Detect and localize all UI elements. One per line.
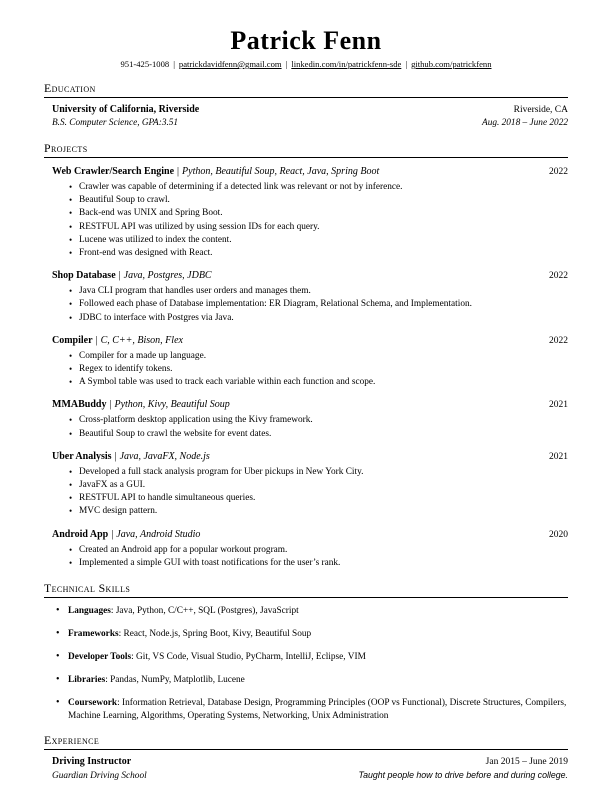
skill-item — [56, 674, 568, 687]
project-entry — [52, 450, 568, 519]
project-bullet: • JavaFX as a GUI. — [69, 479, 568, 492]
project-year: 2022 — [549, 271, 568, 282]
project-bullet: • RESTFUL API to handle simultaneous queries. — [69, 492, 568, 505]
project-bullets — [52, 414, 568, 440]
project-bullets — [52, 285, 568, 325]
github-link[interactable]: github.com/patrickfenn — [411, 59, 492, 69]
project-name: Uber Analysis — [52, 450, 112, 462]
project-bullet: • A Symbol table was used to track each variable within each function and scope. — [69, 376, 568, 389]
project-name: Web Crawler/Search Engine — [52, 166, 175, 177]
project-year: 2021 — [549, 400, 568, 411]
project-tech: Python, Kivy, Beautiful Soup — [114, 399, 230, 411]
resume-header — [44, 27, 568, 70]
project-name: MMABuddy — [52, 399, 107, 411]
project-bullets — [52, 544, 568, 570]
education-dates: Aug. 2018 – June 2022 — [482, 118, 568, 128]
section-skills — [44, 581, 568, 722]
education-entry — [52, 103, 568, 130]
project-title — [52, 528, 200, 541]
project-bullet: • Beautiful Soup to crawl. — [69, 194, 568, 207]
project-bullet: • Java CLI program that handles user orders and manages them. — [69, 285, 568, 298]
skill-value: React, Node.js, Spring Boot, Kivy, Beautiful Soup — [123, 629, 312, 640]
section-education — [44, 81, 568, 130]
project-title — [52, 165, 379, 178]
project-year: 2020 — [549, 529, 568, 540]
job-title: Driving Instructor — [52, 756, 132, 768]
skill-separator: : — [117, 698, 122, 709]
project-bullet: • Implemented a simple GUI with toast notifications for the user’s rank. — [69, 557, 568, 570]
project-bullets — [52, 466, 568, 519]
skill-separator: : — [131, 652, 137, 663]
project-bullet: • Front-end was designed with React. — [69, 247, 568, 260]
projects-list — [44, 165, 568, 570]
project-title — [52, 269, 212, 282]
skill-separator: : — [105, 675, 111, 686]
email-link[interactable]: patrickdavidfenn@gmail.com — [178, 59, 282, 69]
pipe-separator: | — [114, 450, 117, 462]
school-location: Riverside, CA — [513, 105, 568, 115]
project-tech: Java, JavaFX, Node.js — [119, 450, 210, 462]
projects-heading: Projects — [44, 141, 568, 158]
project-bullet: • Cross-platform desktop application using the Kivy framework. — [69, 414, 568, 427]
section-experience — [44, 733, 568, 783]
project-entry — [52, 398, 568, 440]
skill-label: Coursework — [68, 698, 118, 709]
education-heading: Education — [44, 81, 568, 98]
contact-separator: | — [173, 59, 175, 69]
skill-label: Developer Tools — [68, 652, 132, 663]
skill-label: Frameworks — [68, 629, 119, 640]
project-bullet: • Beautiful Soup to crawl the website for event dates. — [69, 428, 568, 441]
project-entry — [52, 269, 568, 325]
project-bullet: • Compiler for a made up language. — [69, 350, 568, 363]
project-name: Shop Database — [52, 270, 116, 282]
contact-line — [44, 59, 568, 70]
project-bullet: • Regex to identify tokens. — [69, 363, 568, 376]
skills-heading: Technical Skills — [44, 581, 568, 598]
project-bullet: • RESTFUL API was utilized by using session IDs for each query. — [69, 221, 568, 234]
project-bullet: • MVC design pattern. — [69, 505, 568, 518]
project-year: 2021 — [549, 451, 568, 462]
project-title — [52, 450, 210, 463]
project-entry — [52, 528, 568, 570]
pipe-separator: | — [118, 270, 121, 282]
skill-item — [56, 697, 568, 722]
project-bullets — [52, 350, 568, 390]
contact-separator: | — [285, 59, 288, 69]
person-name: Patrick Fenn — [230, 26, 382, 55]
project-bullet: • Back-end was UNIX and Spring Boot. — [69, 207, 568, 220]
project-entry — [52, 165, 568, 260]
skills-list — [44, 605, 568, 722]
project-bullet: • Crawler was capable of determining if a detected link was relevant or not by inference. — [69, 181, 568, 194]
project-title — [52, 398, 230, 411]
section-projects — [44, 141, 568, 570]
project-tech: Python, Beautiful Soup, React, Java, Spring Boot — [182, 166, 380, 177]
pipe-separator: | — [177, 166, 180, 177]
school-name: University of California, Riverside — [52, 104, 200, 115]
project-bullet: • JDBC to interface with Postgres via Java. — [69, 312, 568, 325]
phone-number: 951-425-1008 — [120, 59, 170, 69]
project-year: 2022 — [549, 335, 568, 346]
project-bullets — [52, 181, 568, 260]
project-name: Compiler — [52, 334, 93, 346]
project-bullet: • Lucene was utilized to index the content. — [69, 234, 568, 247]
skill-value: Information Retrieval, Database Design, Programming Principles (OOP vs Functional), Discrete Structures, Compilers, Machine Learning, Algorithms, Operating Systems, Networking, Unix Administration — [68, 698, 567, 721]
skill-label: Libraries — [68, 675, 106, 686]
skill-item — [56, 605, 568, 618]
pipe-separator: | — [111, 528, 114, 540]
project-entry — [52, 334, 568, 390]
experience-heading: Experience — [44, 733, 568, 750]
degree-text: B.S. Computer Science, GPA:3.51 — [52, 118, 179, 128]
project-bullet: • Developed a full stack analysis program for Uber pickups in New York City. — [69, 466, 568, 479]
project-name: Android App — [52, 528, 109, 540]
project-tech: Java, Android Studio — [116, 528, 201, 540]
project-year: 2022 — [549, 167, 568, 177]
project-title — [52, 334, 183, 347]
linkedin-link[interactable]: linkedin.com/in/patrickfenn-sde — [291, 59, 402, 69]
skill-separator: : — [110, 606, 116, 617]
skill-item — [56, 628, 568, 641]
project-bullet: • Followed each phase of Database implementation: ER Diagram, Relational Schema, and Implementation. — [69, 298, 568, 311]
experience-dates: Jan 2015 – June 2019 — [485, 757, 568, 768]
project-tech: C, C++, Bison, Flex — [100, 334, 183, 346]
skill-label: Languages — [68, 606, 111, 617]
skill-value: Java, Python, C/C++, SQL (Postgres), JavaScript — [115, 606, 299, 617]
skill-separator: : — [118, 629, 124, 640]
experience-entry — [52, 755, 568, 783]
company-name: Guardian Driving School — [52, 771, 147, 782]
skill-item — [56, 651, 568, 664]
project-bullet: • Created an Android app for a popular workout program. — [69, 544, 568, 557]
experience-note: Taught people how to drive before and during college. — [358, 770, 568, 781]
project-tech: Java, Postgres, JDBC — [123, 270, 212, 282]
contact-separator: | — [405, 59, 408, 69]
pipe-separator: | — [109, 399, 112, 411]
skill-value: Pandas, NumPy, Matplotlib, Lucene — [110, 675, 245, 686]
skill-value: Git, VS Code, Visual Studio, PyCharm, IntelliJ, Eclipse, VIM — [136, 652, 366, 663]
pipe-separator: | — [95, 334, 98, 346]
